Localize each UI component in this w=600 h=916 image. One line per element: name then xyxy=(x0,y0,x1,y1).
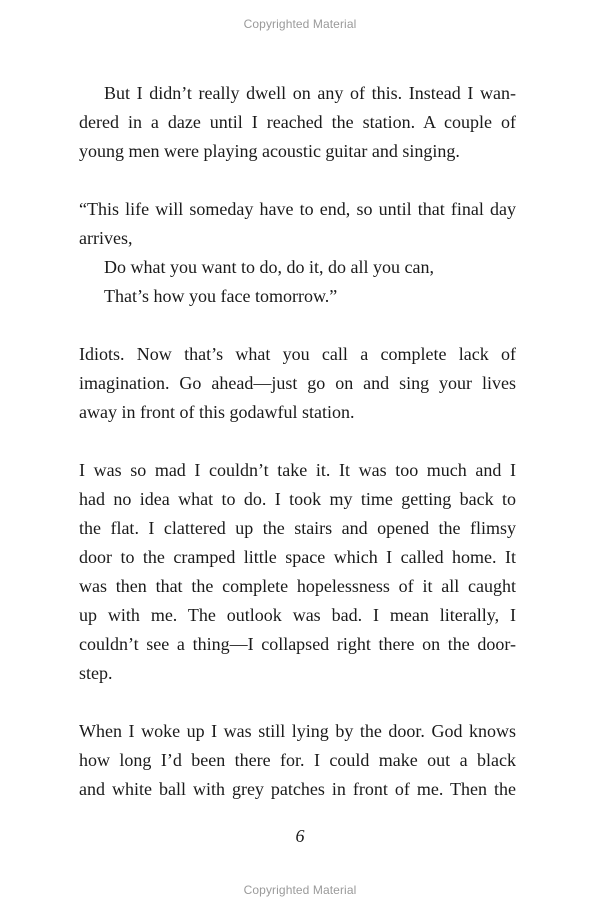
text-line: I was so mad I couldn’t take it. It was too much and I xyxy=(79,460,516,480)
text-line: the flat. I clattered up the stairs and opened the flimsy xyxy=(79,518,516,538)
paragraph-1 xyxy=(79,79,516,166)
text-line: When I woke up I was still lying by the door. God knows xyxy=(79,721,516,741)
text-line: door to the cramped little space which I called home. It xyxy=(79,547,516,567)
text-line: young men were playing acoustic guitar and singing. xyxy=(79,141,460,161)
text-line: imagination. Go ahead—just go on and sing your lives xyxy=(79,373,516,393)
text-line: step. xyxy=(79,663,113,683)
text-line: dered in a daze until I reached the station. A couple of xyxy=(79,112,516,132)
page-body xyxy=(79,79,516,804)
text-line: and white ball with grey patches in front of me. Then the xyxy=(79,779,516,799)
paragraph-3 xyxy=(79,340,516,427)
text-line: But I didn’t really dwell on any of this. Instead I wan- xyxy=(104,83,516,103)
song-quote xyxy=(79,195,516,311)
text-line: couldn’t see a thing—I collapsed right there on the door- xyxy=(79,634,516,654)
text-line: away in front of this godawful station. xyxy=(79,402,355,422)
paragraph-4 xyxy=(79,456,516,688)
copyright-watermark-bottom: Copyrighted Material xyxy=(243,883,357,897)
song-line: That’s how you face tomorrow.” xyxy=(104,286,338,306)
text-line: was then that the complete hopelessness of it all caught xyxy=(79,576,516,596)
paragraph-5 xyxy=(79,717,516,804)
song-line: Do what you want to do, do it, do all you can, xyxy=(104,257,434,277)
text-line: up with me. The outlook was bad. I mean literally, I xyxy=(79,605,516,625)
text-line: arrives, xyxy=(79,228,133,248)
copyright-watermark-top: Copyrighted Material xyxy=(243,17,357,31)
text-line: had no idea what to do. I took my time getting back to xyxy=(79,489,516,509)
text-line: “This life will someday have to end, so until that final day xyxy=(79,199,516,219)
text-line: how long I’d been there for. I could make out a black xyxy=(79,750,516,770)
page-number: 6 xyxy=(295,826,305,846)
text-line: Idiots. Now that’s what you call a complete lack of xyxy=(79,344,516,364)
